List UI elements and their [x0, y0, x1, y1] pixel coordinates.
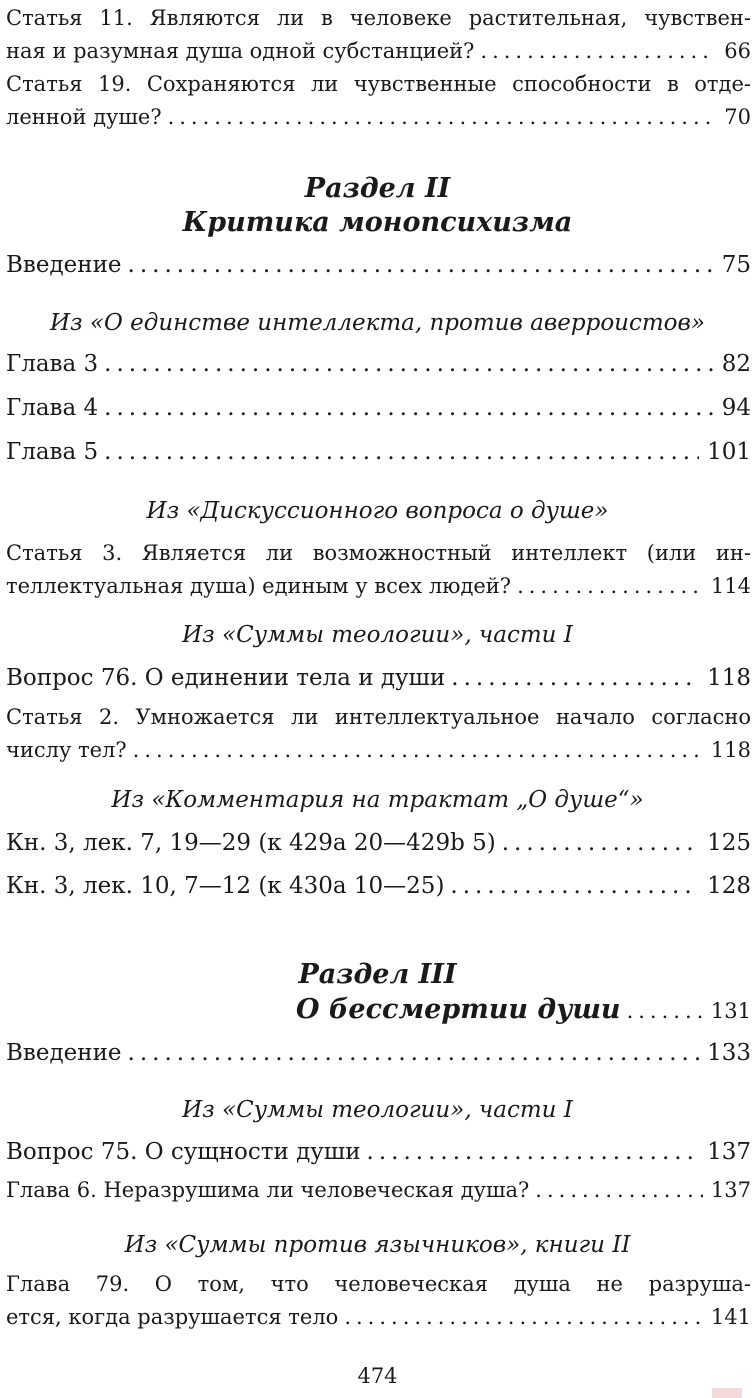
toc-entry-text: ная и разумная душа одной субстанцией? [6, 39, 475, 63]
dot-leader [128, 250, 714, 280]
page-number: 101 [707, 439, 751, 465]
library-stamp-mark [712, 1388, 742, 1398]
toc-entry-text: теллектуальная душа) единым у всех людей? [6, 574, 512, 598]
dot-leader [517, 570, 703, 603]
page-number: 114 [710, 574, 751, 598]
toc-entry [6, 871, 751, 901]
dot-leader [104, 349, 714, 379]
toc-entry-text: Глава 4 [6, 395, 99, 421]
toc-entry-text: Глава 5 [6, 439, 99, 465]
source-heading: Из «Суммы теологии», части I [182, 622, 573, 648]
page-number: 128 [707, 873, 751, 899]
dot-leader [480, 35, 716, 68]
toc-entry [6, 537, 751, 603]
page-number: 70 [724, 105, 751, 129]
page-number: 131 [710, 999, 751, 1023]
toc-entry [6, 1137, 751, 1167]
toc-entry-text: Введение [6, 1040, 122, 1066]
toc-entry [6, 393, 751, 423]
toc-entry-line: Статья 2. Умножается ли интеллектуальное начало согласно [6, 705, 751, 729]
section-title-row [6, 993, 751, 1027]
dot-leader [450, 871, 699, 901]
source-heading: Из «О единстве интеллекта, против аверроистов» [50, 310, 705, 336]
toc-entry [6, 828, 751, 858]
folio-page-number: 474 [357, 1364, 398, 1388]
source-heading: Из «Суммы теологии», части I [182, 1097, 573, 1123]
toc-entry-text: числу тел? [6, 738, 127, 762]
toc-entry [6, 701, 751, 767]
toc-entry-text: Кн. 3, лек. 10, 7—12 (к 430a 10—25) [6, 873, 445, 899]
toc-entry [6, 250, 751, 280]
toc-entry-text: Глава 6. Неразрушима ли человеческая душа? [6, 1178, 530, 1202]
section-title: О бессмертии души [296, 994, 621, 1025]
page-number: 118 [710, 738, 751, 762]
source-heading: Из «Дискуссионного вопроса о душе» [146, 498, 609, 524]
dot-leader [367, 1137, 700, 1167]
page-number: 94 [721, 395, 751, 421]
page-number: 118 [707, 665, 751, 691]
toc-entry-text: Глава 3 [6, 351, 99, 377]
toc-entry [6, 663, 751, 693]
toc-entry-line: Глава 79. О том, что человеческая душа не разруша- [6, 1272, 751, 1296]
page-number: 75 [721, 252, 751, 278]
page-number: 137 [707, 1139, 751, 1165]
page-number: 137 [710, 1178, 751, 1202]
source-heading: Из «Комментария на трактат „О душе“» [111, 787, 644, 813]
dot-leader [104, 393, 714, 423]
page-number: 125 [707, 830, 751, 856]
source-heading: Из «Суммы против язычников», книги II [124, 1232, 631, 1258]
toc-entry [6, 1038, 751, 1068]
dot-leader [451, 663, 699, 693]
toc-entry-text: Вопрос 75. О сущности души [6, 1139, 361, 1165]
page-number: 82 [721, 351, 751, 377]
dot-leader [627, 999, 703, 1023]
toc-entry [6, 1268, 751, 1334]
page-number: 133 [707, 1040, 751, 1066]
dot-leader [128, 1038, 700, 1068]
toc-entry-line: Статья 3. Является ли возможностный интеллект (или ин- [6, 541, 751, 565]
dot-leader [535, 1175, 703, 1205]
section-label: Раздел II [304, 173, 451, 204]
toc-entry-text: Введение [6, 252, 122, 278]
dot-leader [133, 734, 703, 767]
toc-entry-text: Кн. 3, лек. 7, 19—29 (к 429a 20—429b 5) [6, 830, 496, 856]
page-number: 141 [710, 1305, 751, 1329]
section-label: Раздел III [298, 959, 457, 990]
toc-entry-text: ленной душе? [6, 105, 162, 129]
toc-entry-text: ется, когда разрушается тело [6, 1305, 339, 1329]
toc-entry [6, 2, 751, 68]
dot-leader [502, 828, 699, 858]
dot-leader [104, 437, 699, 467]
toc-entry [6, 349, 751, 379]
toc-entry [6, 1175, 751, 1205]
dot-leader [344, 1301, 703, 1334]
section-title: Критика монопсихизма [182, 207, 573, 238]
toc-entry-line: Статья 11. Являются ли в человеке растительная, чувствен- [6, 6, 751, 30]
toc-entry-line: Статья 19. Сохраняются ли чувственные способности в отде- [6, 72, 751, 96]
dot-leader [168, 101, 717, 134]
toc-entry [6, 68, 751, 134]
toc-entry [6, 437, 751, 467]
page-number: 66 [724, 39, 751, 63]
toc-entry-text: Вопрос 76. О единении тела и души [6, 665, 446, 691]
